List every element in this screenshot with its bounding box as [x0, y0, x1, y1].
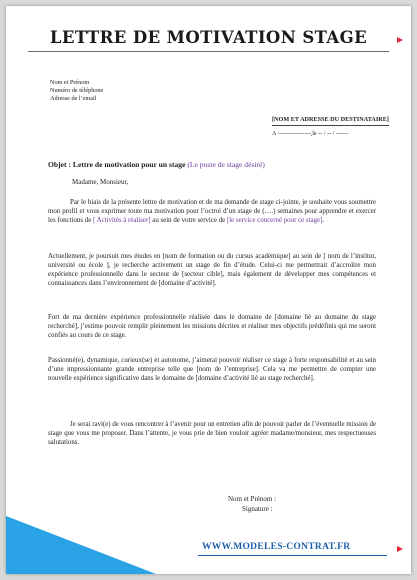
recipient-block: [272, 116, 389, 138]
red-arrow-icon: [397, 546, 403, 552]
activities-placeholder: [ Activités à réaliser]: [92, 216, 151, 224]
subject-highlight: (Le poste de stage désiré): [187, 160, 265, 169]
footer-decoration: [6, 516, 156, 574]
document-title: LETTRE DE MOTIVATION STAGE: [49, 28, 368, 47]
red-arrow-icon: [397, 37, 403, 43]
sender-email: Adresse de l’email: [50, 95, 97, 102]
service-placeholder: [le service concerné pour ce stage]: [226, 216, 323, 224]
footer-underline: [198, 555, 387, 556]
recipient-name: [NOM ET ADRESSE DU DESTINATAIRE]: [272, 116, 389, 126]
sender-block: [50, 79, 103, 103]
paragraph-studies: Actuellement, je poursuit mes études en [nom de formation ou du cursus académique] au sein de [ nom de l’institut, université ou école ], je recherche activement un stage de fin d’étude. Celui-ci me permettrait d’accroître mon expérience professionnelle dans le secteur de [secteur cible], mais également de développer mes compétences et connaissances dans l’environnement de [domaine d’activité].: [48, 253, 376, 287]
signature-label: Signature :: [242, 505, 273, 513]
paragraph-intro-text: Par le biais de la présente lettre de motivation et de ma demande de stage ci-jointe, je souhaite vous soumettre mon profil et vous exprimer toute ma motivation pour l’octroi d’un stage de (….) semaines pour apprendre et exercer les fonctions de: [48, 199, 376, 224]
footer-website-link[interactable]: WWW.MODELES-CONTRAT.FR: [202, 542, 351, 552]
place-date: A ----------------,le -- / -- / ------: [272, 130, 349, 137]
paragraph-motivation: Passionné(e), dynamique, curieux(se) et autonome, j’aimerai pouvoir réaliser ce stage à forte responsabilité et au sein d’une impressionnante grande entreprise telle que [nom de l’entreprise]. Cela va me permettre de compter une nouvelle expérience significative dans le domaine de [domaine d’activité lié au stage recherché].: [48, 357, 376, 382]
paragraph-intro: [48, 199, 376, 226]
paragraph-experience: Fort de ma dernière expérience professionnelle réalisée dans le domaine de [domaine lié au domaine du stage recherché], j’estime pouvoir remplir pleinement les missions décrites et réaliser mes objectifs prédéfinis qui me seront confiés au cours de ce stage.: [48, 314, 376, 339]
greeting: Madame, Monsieur,: [72, 178, 129, 186]
sender-name: Nom et Prénom: [50, 79, 90, 86]
document-page: [6, 6, 411, 574]
paragraph-intro-end: .: [322, 216, 325, 224]
subject-line: [48, 160, 265, 169]
paragraph-closing: Je serai ravi(e) de vous rencontrer à l’avenir pour un entretien afin de pouvoir parler de l’éventuelle mission de stage que vous me proposer. Dans l’attente, je vous prie de bien vouloir agréer madame/monsieur, mes respectueuses salutations.: [48, 421, 376, 446]
paragraph-intro-middle: au sein de votre service de: [150, 216, 227, 224]
title-divider: [28, 51, 389, 52]
signature-name-label: Nom et Prénom :: [228, 495, 277, 503]
signature-block: [228, 494, 276, 514]
subject-label: Objet : Lettre de motivation pour un stage: [48, 160, 188, 169]
sender-phone: Numéro de téléphone: [50, 87, 104, 94]
